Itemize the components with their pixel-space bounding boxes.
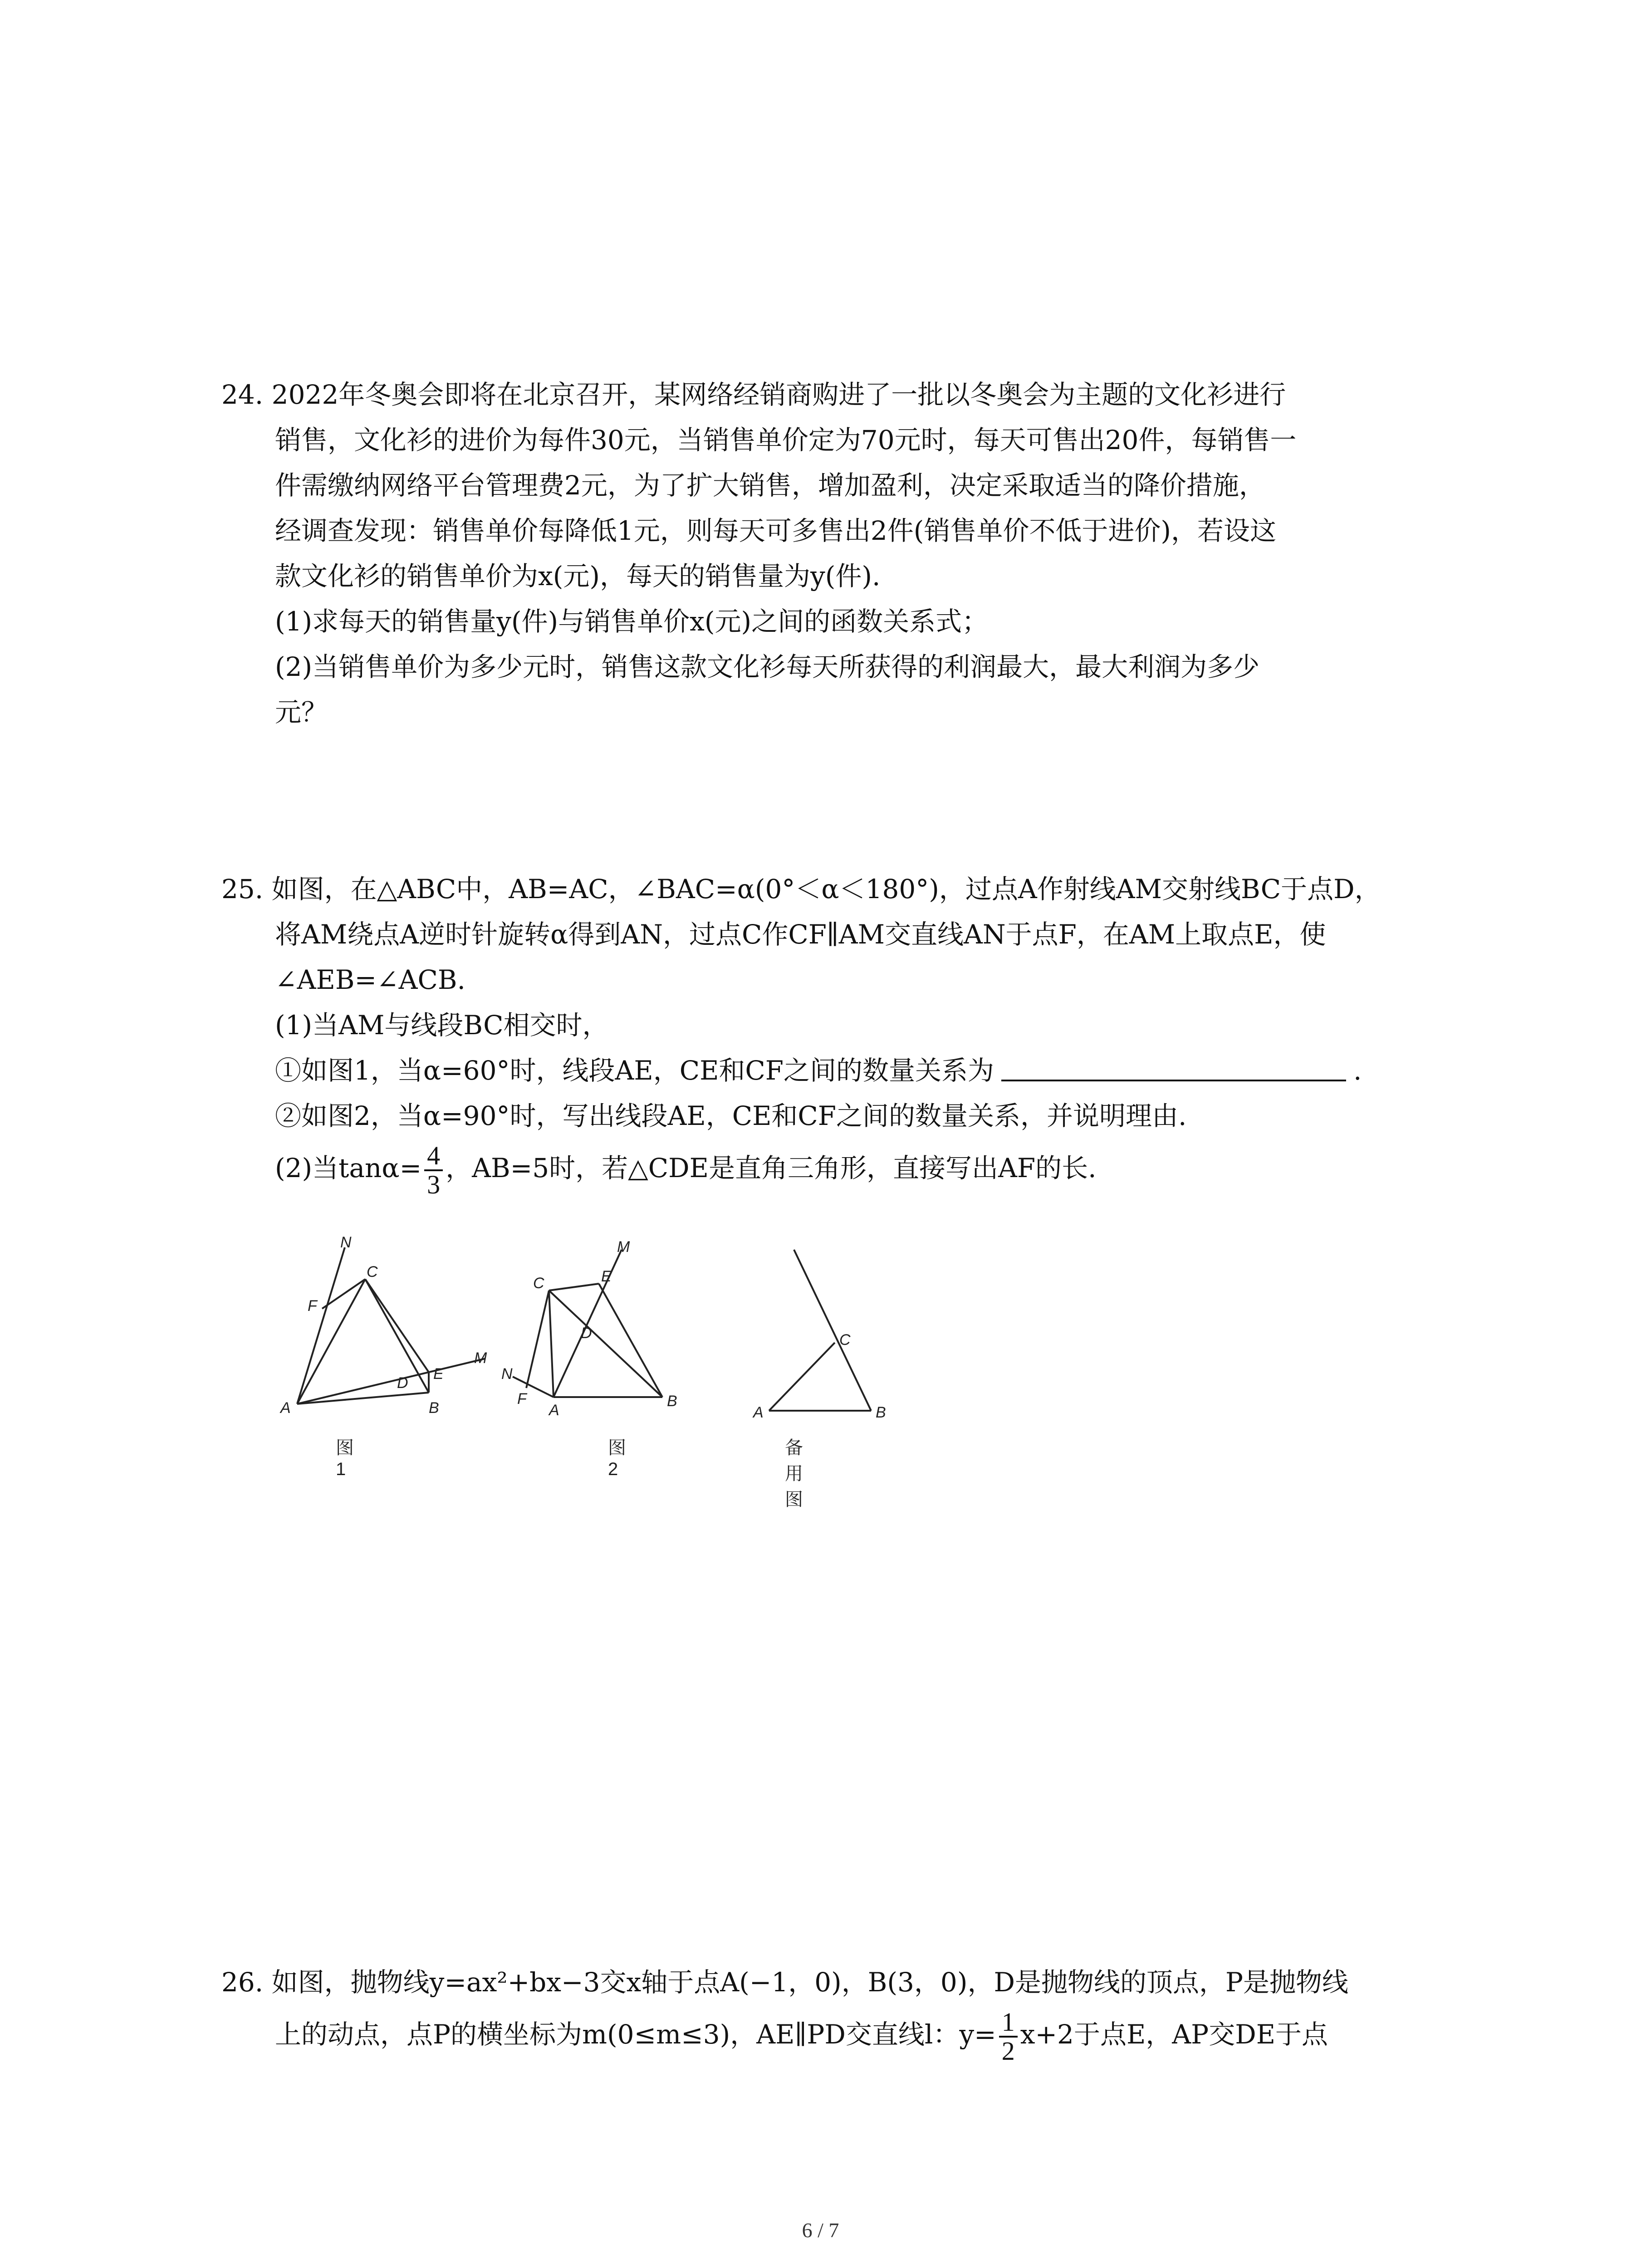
page-number: 6 / 7 — [802, 2219, 839, 2242]
fig1-seg-fc — [322, 1279, 365, 1309]
question-24 — [221, 372, 1428, 735]
fig3-seg-ac — [769, 1343, 835, 1411]
fig1-label-a: A — [280, 1399, 291, 1417]
fig1-ray-am — [297, 1359, 485, 1404]
fig2-label-d: D — [581, 1325, 592, 1342]
figure-labels — [279, 1234, 886, 1421]
q24-part-2-cont: 元？ — [275, 697, 328, 728]
figure-2 — [513, 1250, 662, 1397]
fig2-label-f: F — [517, 1390, 527, 1408]
q25-part-1-2: ②如图2，当α=90°时，写出线段AE，CE和CF之间的数量关系，并说明理由. — [275, 1100, 1187, 1131]
frac-den: 2 — [1001, 2036, 1015, 2066]
q25-part-2-post: ，AB=5时，若△CDE是直角三角形，直接写出AF的长. — [446, 1153, 1097, 1183]
fig1-label-n: N — [340, 1234, 352, 1251]
q24-line-1: 24. 2022年冬奥会即将在北京召开，某网络经销商购进了一批以冬奥会为主题的文化衫进行 — [221, 379, 1286, 410]
fig2-seg-cb — [549, 1290, 662, 1397]
fig2-seg-ce — [549, 1284, 599, 1290]
q25-part-1-1-text: ①如图1，当α=60°时，线段AE，CE和CF之间的数量关系为 — [275, 1055, 994, 1086]
fig1-label-m: M — [474, 1349, 487, 1367]
fig1-seg-ce — [365, 1279, 429, 1372]
fig2-label-b: B — [667, 1393, 677, 1410]
q24-line-4: 经调查发现：销售单价每降低1元，则每天可多售出2件(销售单价不低于进价)，若设这 — [275, 515, 1277, 546]
geometry-figures-svg — [272, 1234, 907, 1470]
q24-line-5: 款文化衫的销售单价为x(元)，每天的销售量为y(件). — [275, 561, 881, 591]
fraction-1-2 — [999, 2009, 1018, 2065]
q24-line-3: 件需缴纳网络平台管理费2元，为了扩大销售，增加盈利，决定采取适当的降价措施， — [275, 470, 1265, 501]
fig1-label-f: F — [308, 1297, 317, 1315]
q26-line-2-pre: 上的动点，点P的横坐标为m(0≤m≤3)，AE∥PD交直线l：y= — [275, 2019, 996, 2050]
q26-line-2-post: x+2于点E，AP交DE于点 — [1020, 2019, 1328, 2050]
fig2-label-a: A — [549, 1402, 559, 1419]
figure-3 — [769, 1250, 871, 1411]
fig2-seg-eb — [599, 1284, 662, 1397]
fig3-caption: 备用图 — [785, 1438, 803, 1510]
q24-line-2: 销售，文化衫的进价为每件30元，当销售单价定为70元时，每天可售出20件，每销售一 — [275, 425, 1297, 455]
answer-blank[interactable] — [1001, 1061, 1346, 1081]
q25-part-1: (1)当AM与线段BC相交时， — [275, 1010, 609, 1041]
fig2-label-n: N — [501, 1365, 513, 1383]
q25-part-1-1 — [221, 1048, 1428, 1093]
fig3-label-a: A — [753, 1404, 764, 1421]
fig2-caption: 图2 — [608, 1438, 626, 1479]
question-26 — [221, 1960, 1428, 2064]
q26-line-2 — [221, 2005, 1428, 2064]
fig3-label-c: C — [839, 1331, 851, 1349]
q25-part-2 — [221, 1139, 1428, 1198]
fig2-label-m: M — [617, 1238, 630, 1256]
fig3-label-b: B — [876, 1404, 886, 1421]
q25-part-2-pre: (2)当tanα= — [275, 1153, 422, 1183]
q25-line-2: 将AM绕点A逆时针旋转α得到AN，过点C作CF∥AM交直线AN于点F，在AM上取点E，使 — [275, 919, 1326, 950]
frac-den: 3 — [427, 1169, 441, 1199]
fig1-caption: 图1 — [336, 1438, 354, 1479]
fig1-ray-an — [297, 1247, 345, 1404]
fig1-label-b: B — [429, 1399, 439, 1417]
fig3-ray-bc — [794, 1250, 871, 1411]
q25-period: . — [1353, 1055, 1362, 1086]
q24-part-1: (1)求每天的销售量y(件)与销售单价x(元)之间的函数关系式； — [275, 606, 989, 637]
fig1-label-e: E — [433, 1365, 444, 1383]
fig2-label-e: E — [601, 1268, 612, 1285]
q25-line-1: 25. 如图，在△ABC中，AB=AC，∠BAC=α(0°＜α＜180°)，过点A作射线AM交射线BC于点D， — [221, 874, 1381, 904]
fig2-seg-ac — [549, 1290, 554, 1397]
frac-num: 1 — [999, 2009, 1018, 2038]
fig1-label-d: D — [397, 1374, 408, 1392]
q26-line-1: 26. 如图，抛物线y=ax²+bx−3交x轴于点A(−1，0)，B(3，0)，D是抛物线的顶点，P是抛物线 — [221, 1967, 1348, 1998]
q24-part-2: (2)当销售单价为多少元时，销售这款文化衫每天所获得的利润最大，最大利润为多少 — [275, 651, 1260, 682]
q25-line-3: ∠AEB=∠ACB. — [275, 964, 465, 995]
figure-1 — [297, 1247, 485, 1404]
fig2-seg-fc — [526, 1290, 549, 1388]
fig2-label-c: C — [533, 1275, 544, 1292]
fraction-4-3 — [424, 1142, 443, 1198]
fig1-label-c: C — [367, 1263, 378, 1281]
frac-num: 4 — [424, 1142, 443, 1171]
question-25 — [221, 866, 1428, 1198]
